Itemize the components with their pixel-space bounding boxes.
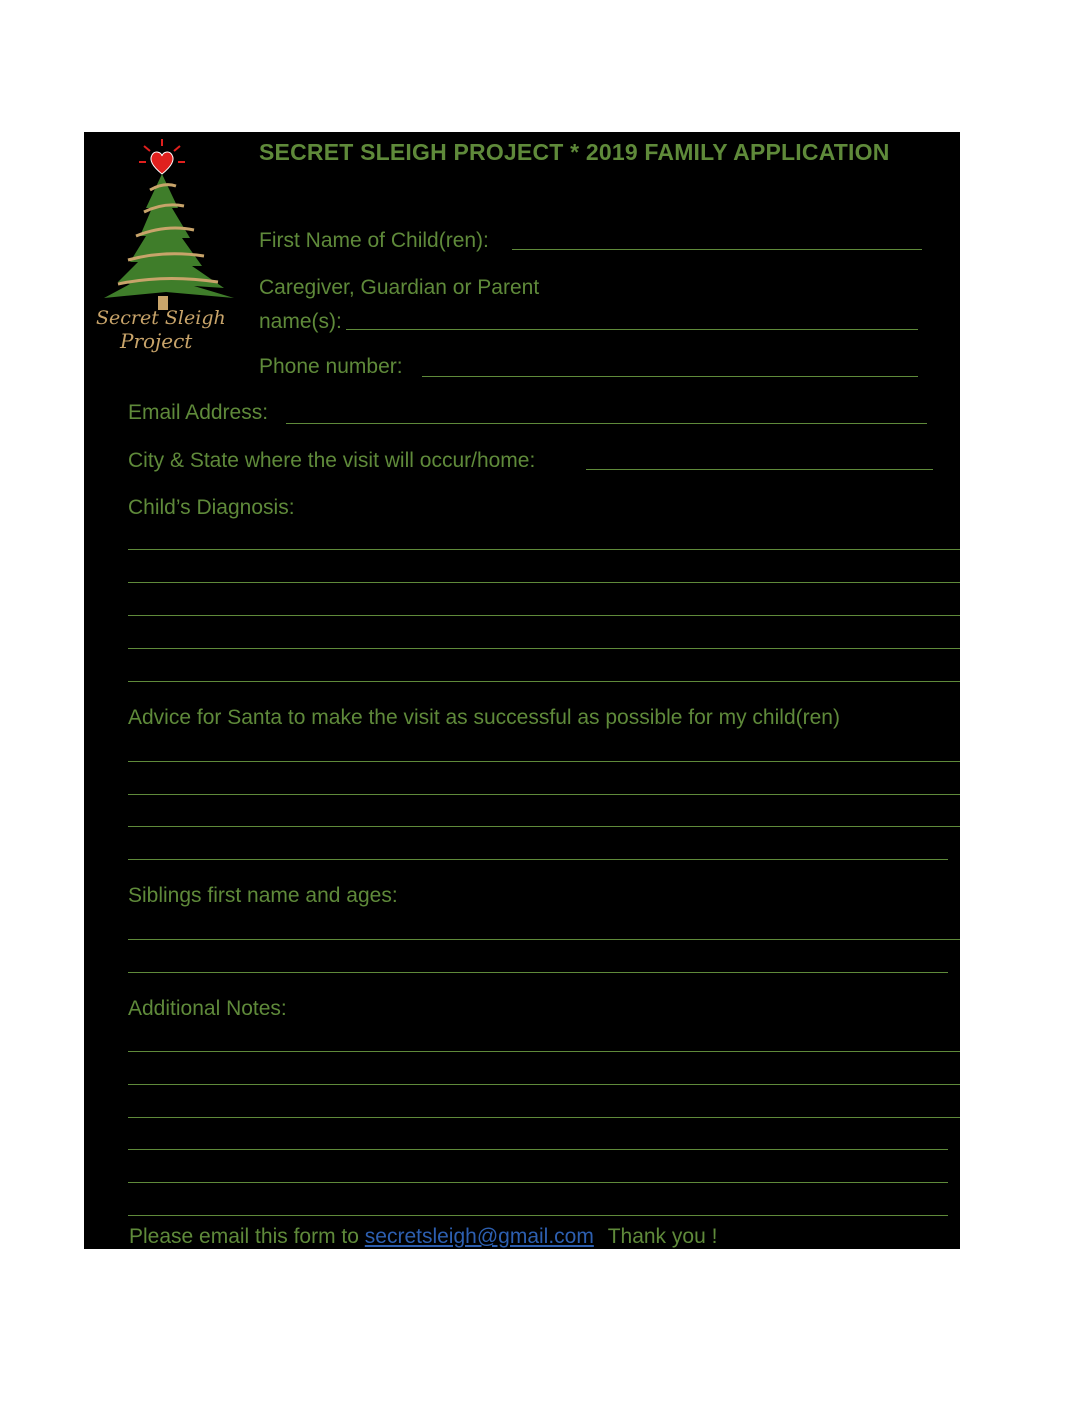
advice-input-line[interactable]: [128, 794, 960, 795]
logo-text-line-1: Secret Sleigh: [96, 307, 226, 329]
siblings-label: Siblings first name and ages:: [128, 884, 398, 907]
caregiver-label-line-1: Caregiver, Guardian or Parent: [259, 276, 540, 299]
diagnosis-label: Child’s Diagnosis:: [128, 496, 295, 519]
heart-icon: [151, 152, 173, 174]
phone-input-line[interactable]: [422, 376, 918, 377]
city-state-label: City & State where the visit will occur/home:: [128, 449, 536, 472]
advice-label: Advice for Santa to make the visit as successful as possible for my child(ren): [128, 706, 840, 729]
footer-prefix: Please email this form to: [129, 1225, 359, 1248]
advice-input-line[interactable]: [128, 826, 960, 827]
city-state-input-line[interactable]: [586, 469, 933, 470]
caregiver-input-line[interactable]: [346, 329, 918, 330]
diagnosis-input-line[interactable]: [128, 681, 960, 682]
advice-input-line[interactable]: [128, 859, 948, 860]
notes-input-line[interactable]: [128, 1084, 960, 1085]
email-input-line[interactable]: [286, 423, 927, 424]
secret-sleigh-logo: [94, 138, 244, 356]
first-name-label: First Name of Child(ren):: [259, 229, 489, 252]
siblings-input-line[interactable]: [128, 972, 948, 973]
siblings-input-line[interactable]: [128, 939, 960, 940]
notes-input-line[interactable]: [128, 1149, 948, 1150]
logo-text-line-2: Project: [120, 329, 193, 353]
diagnosis-input-line[interactable]: [128, 582, 960, 583]
footer-thanks: Thank you !: [607, 1225, 718, 1248]
form-title: SECRET SLEIGH PROJECT * 2019 FAMILY APPLICATION: [259, 139, 890, 165]
notes-label: Additional Notes:: [128, 997, 287, 1020]
caregiver-label-line-2: name(s):: [259, 310, 342, 333]
advice-input-line[interactable]: [128, 761, 960, 762]
contact-email-link[interactable]: secretsleigh@gmail.com: [364, 1225, 594, 1248]
diagnosis-input-line[interactable]: [128, 648, 960, 649]
diagnosis-input-line[interactable]: [128, 615, 960, 616]
email-label: Email Address:: [128, 401, 269, 424]
first-name-input-line[interactable]: [512, 249, 922, 250]
footer-line: [129, 1226, 717, 1247]
notes-input-line[interactable]: [128, 1182, 948, 1183]
diagnosis-input-line[interactable]: [128, 549, 960, 550]
notes-input-line[interactable]: [128, 1117, 960, 1118]
phone-label: Phone number:: [259, 355, 403, 378]
notes-input-line[interactable]: [128, 1051, 960, 1052]
notes-input-line[interactable]: [128, 1215, 948, 1216]
